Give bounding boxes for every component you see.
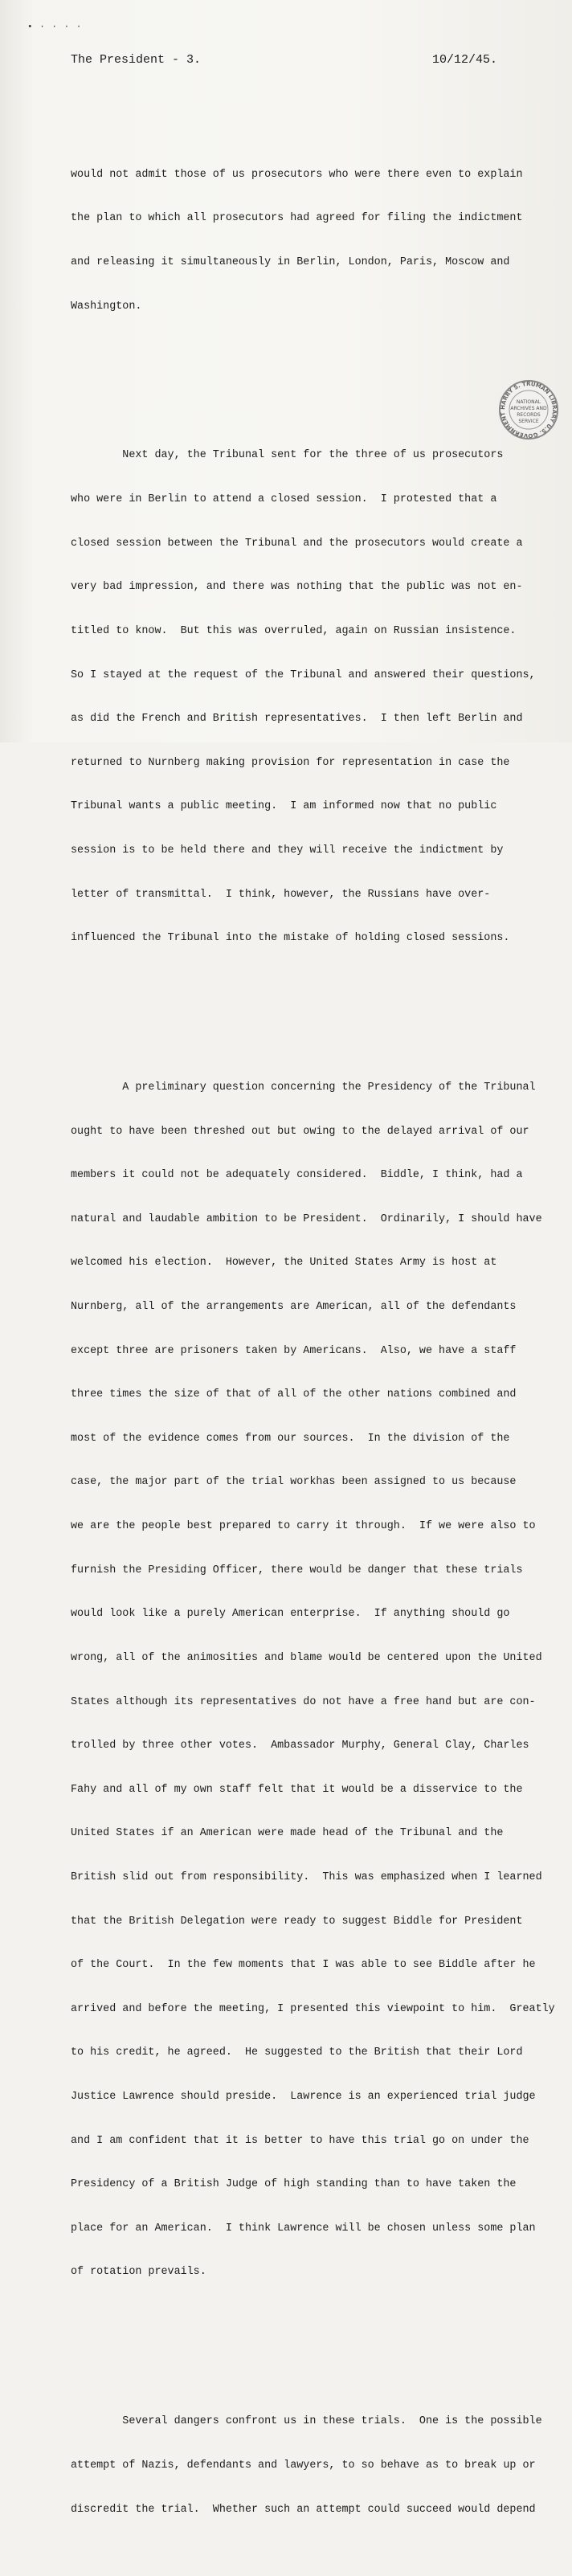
text-line: Washington. <box>71 300 142 313</box>
text-line: three times the size of that of all of the other nations combined and <box>71 1388 517 1401</box>
text-line: Next day, the Tribunal sent for the three of us prosecutors <box>71 449 504 462</box>
stamp-line3: RECORDS <box>517 412 541 418</box>
text-line: Fahy and all of my own staff felt that it would be a disservice to the <box>71 1783 523 1796</box>
text-line: and I am confident that it is better to have this trial go on under the <box>71 2134 529 2147</box>
text-line: of the Court. In the few moments that I was able to see Biddle after he <box>71 1959 536 1972</box>
text-line: place for an American. I think Lawrence will be chosen unless some plan <box>71 2222 536 2235</box>
text-line: attempt of Nazis, defendants and lawyers, to so behave as to break up or <box>71 2459 536 2472</box>
text-line: welcomed his election. However, the United States Army is host at <box>71 1257 497 1270</box>
margin-marks: • · · · · <box>27 22 83 32</box>
letter-body <box>71 109 555 2576</box>
text-line: A preliminary question concerning the Presidency of the Tribunal <box>71 1082 536 1094</box>
text-line: Nurnberg, all of the arrangements are American, all of the defendants <box>71 1301 517 1314</box>
text-line: Tribunal wants a public meeting. I am informed now that no public <box>71 800 497 813</box>
text-line: discredit the trial. Whether such an attempt could succeed would depend <box>71 2503 536 2516</box>
text-line: arrived and before the meeting, I presented this viewpoint to him. Greatly <box>71 2002 555 2015</box>
letter-date: 10/12/45. <box>432 53 498 67</box>
text-line: that the British Delegation were ready to suggest Biddle for President <box>71 1915 523 1928</box>
text-line: United States if an American were made head of the Tribunal and the <box>71 1827 504 1840</box>
text-line: titled to know. But this was overruled, again on Russian insistence. <box>71 624 517 637</box>
text-line: of rotation prevails. <box>71 2266 206 2279</box>
text-line: case, the major part of the trial workhas been assigned to us because <box>71 1476 517 1489</box>
stamp-ring-text: HARRY S. TRUMAN LIBRARY U.S. GOVERNMENT <box>499 380 558 440</box>
text-line: British slid out from responsibility. This was emphasized when I learned <box>71 1871 542 1883</box>
text-line: who were in Berlin to attend a closed session. I protested that a <box>71 493 497 506</box>
stamp-line4: SERVICE <box>518 419 539 424</box>
text-line: States although its representatives do not have a free hand but are con- <box>71 1695 536 1708</box>
text-line: the plan to which all prosecutors had agreed for filing the indictment <box>71 212 523 225</box>
text-line: trolled by three other votes. Ambassador Murphy, General Clay, Charles <box>71 1740 529 1752</box>
text-line: very bad impression, and there was nothing that the public was not en- <box>71 581 523 594</box>
text-line: members it could not be adequately considered. Biddle, I think, had a <box>71 1169 523 1182</box>
text-line: except three are prisoners taken by Americans. Also, we have a staff <box>71 1344 517 1357</box>
paragraph-2 <box>71 419 545 975</box>
stamp-line2: ARCHIVES AND <box>510 406 547 411</box>
text-line: we are the people best prepared to carry it through. If we were also to <box>71 1520 536 1533</box>
archive-stamp <box>496 378 561 442</box>
text-line: and releasing it simultaneously in Berlin, London, Paris, Moscow and <box>71 256 510 269</box>
text-line: closed session between the Tribunal and the prosecutors would create a <box>71 537 523 550</box>
text-line: wrong, all of the animosities and blame would be centered upon the United <box>71 1651 542 1664</box>
text-line: influenced the Tribunal into the mistake of holding closed sessions. <box>71 932 510 945</box>
paragraph-1 <box>71 138 545 343</box>
text-line: Presidency of a British Judge of high standing than to have taken the <box>71 2178 517 2191</box>
paragraph-4 <box>71 2386 545 2546</box>
text-line: Justice Lawrence should preside. Lawrence is an experienced trial judge <box>71 2091 536 2104</box>
text-line: as did the French and British representatives. I then left Berlin and <box>71 713 523 726</box>
text-line: So I stayed at the request of the Tribunal and answered their questions, <box>71 669 536 681</box>
text-line: session is to be held there and they will receive the indictment by <box>71 844 504 857</box>
page-header: The President - 3. <box>71 53 202 67</box>
paragraph-3 <box>71 1052 555 2309</box>
text-line: would not admit those of us prosecutors who were there even to explain <box>71 168 523 181</box>
text-line: to his credit, he agreed. He suggested to the British that their Lord <box>71 2046 523 2059</box>
text-line: returned to Nurnberg making provision for representation in case the <box>71 756 510 769</box>
text-line: would look like a purely American enterprise. If anything should go <box>71 1608 510 1621</box>
text-line: natural and laudable ambition to be President. Ordinarily, I should have <box>71 1212 542 1225</box>
text-line: furnish the Presiding Officer, there would be danger that these trials <box>71 1564 523 1576</box>
text-line: Several dangers confront us in these trials. One is the possible <box>71 2415 542 2428</box>
text-line: letter of transmittal. I think, however, the Russians have over- <box>71 888 491 901</box>
text-line: most of the evidence comes from our sources. In the division of the <box>71 1432 510 1445</box>
text-line: ought to have been threshed out but owing to the delayed arrival of our <box>71 1125 529 1138</box>
stamp-line1: NATIONAL <box>516 399 541 405</box>
